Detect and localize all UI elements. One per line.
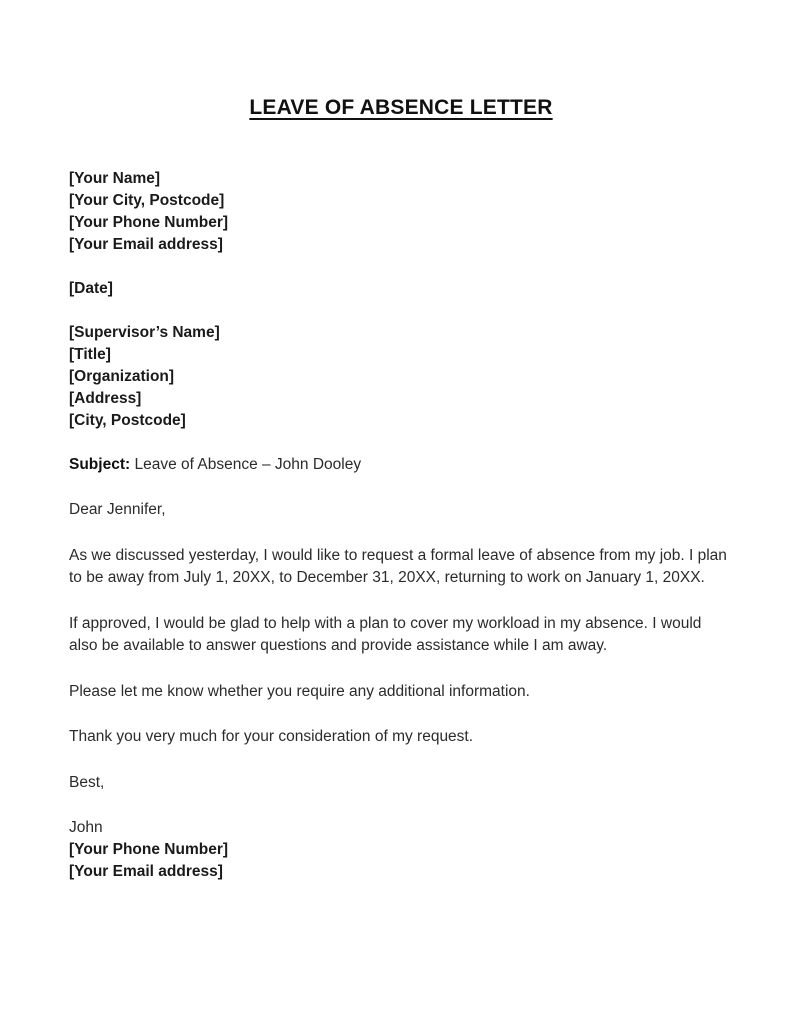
body-paragraph-2: If approved, I would be glad to help with a plan to cover my workload in my absence. I would also be available to answer questions and provide assistance while I am away. — [69, 614, 702, 654]
recipient-name-line: [Supervisor’s Name] — [69, 324, 220, 341]
recipient-city-line: [City, Postcode] — [69, 412, 186, 429]
subject-label: Subject: — [69, 456, 131, 473]
body-paragraph-4: Thank you very much for your consideration of my request. — [69, 728, 474, 745]
date-line: [Date] — [69, 280, 113, 297]
sender-city-line: [Your City, Postcode] — [69, 192, 225, 209]
salutation: Dear Jennifer, — [69, 501, 166, 518]
letter-body — [69, 0, 733, 883]
date-block — [69, 278, 733, 300]
sender-phone-line: [Your Phone Number] — [69, 214, 229, 231]
signature-block — [69, 817, 733, 883]
signature-email-line: [Your Email address] — [69, 863, 223, 880]
subject-value: Leave of Absence – John Dooley — [130, 456, 362, 473]
recipient-address-block — [69, 322, 733, 432]
recipient-organization-line: [Organization] — [69, 368, 175, 385]
signature-name: John — [69, 819, 103, 836]
body-paragraph-1: As we discussed yesterday, I would like to request a formal leave of absence from my job. I plan to be away from July 1, 20XX, to December 31, 20XX, returning to work on January 1, 20XX. — [69, 546, 727, 586]
closing-line: Best, — [69, 773, 105, 791]
subject-line — [69, 454, 733, 476]
body-paragraph-3: Please let me know whether you require any additional information. — [69, 682, 530, 700]
sender-email-line: [Your Email address] — [69, 236, 223, 253]
signature-phone-line: [Your Phone Number] — [69, 841, 229, 858]
page-title: LEAVE OF ABSENCE LETTER — [249, 96, 553, 119]
recipient-address-line: [Address] — [69, 390, 142, 407]
sender-address-block — [69, 168, 733, 256]
recipient-title-line: [Title] — [69, 346, 111, 363]
sender-name-line: [Your Name] — [69, 170, 161, 187]
